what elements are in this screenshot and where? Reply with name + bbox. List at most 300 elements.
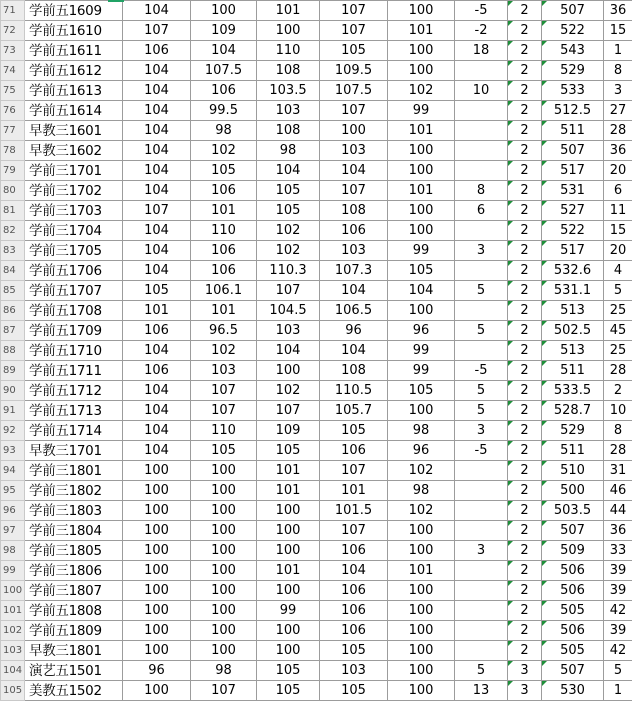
- row-header[interactable]: 82: [1, 221, 25, 241]
- rank-cell[interactable]: 1: [604, 681, 632, 701]
- bonus-cell[interactable]: 5: [455, 281, 508, 301]
- total-cell[interactable]: 502.5: [542, 321, 604, 341]
- rank-cell[interactable]: 28: [604, 121, 632, 141]
- bonus-cell[interactable]: [455, 141, 508, 161]
- score-2-cell[interactable]: 98: [191, 121, 257, 141]
- score-2-cell[interactable]: 100: [191, 1, 257, 21]
- row-header[interactable]: 76: [1, 101, 25, 121]
- bonus-cell[interactable]: [455, 61, 508, 81]
- score-1-cell[interactable]: 105: [123, 281, 191, 301]
- bonus-cell[interactable]: 3: [455, 241, 508, 261]
- score-4-cell[interactable]: 107: [320, 1, 388, 21]
- row-header[interactable]: 72: [1, 21, 25, 41]
- class-name-cell[interactable]: 学前五1611: [25, 41, 123, 61]
- level-cell[interactable]: 2: [508, 521, 542, 541]
- bonus-cell[interactable]: [455, 301, 508, 321]
- row-header[interactable]: 105: [1, 681, 25, 701]
- class-name-cell[interactable]: 学前五1714: [25, 421, 123, 441]
- score-3-cell[interactable]: 105: [257, 181, 320, 201]
- rank-cell[interactable]: 46: [604, 481, 632, 501]
- bonus-cell[interactable]: [455, 101, 508, 121]
- score-4-cell[interactable]: 110.5: [320, 381, 388, 401]
- score-2-cell[interactable]: 105: [191, 441, 257, 461]
- score-3-cell[interactable]: 100: [257, 581, 320, 601]
- level-cell[interactable]: 2: [508, 541, 542, 561]
- total-cell[interactable]: 507: [542, 1, 604, 21]
- score-2-cell[interactable]: 107: [191, 681, 257, 701]
- score-5-cell[interactable]: 100: [388, 141, 455, 161]
- total-cell[interactable]: 512.5: [542, 101, 604, 121]
- rank-cell[interactable]: 20: [604, 241, 632, 261]
- class-name-cell[interactable]: 学前五1708: [25, 301, 123, 321]
- score-5-cell[interactable]: 101: [388, 121, 455, 141]
- bonus-cell[interactable]: 5: [455, 401, 508, 421]
- total-cell[interactable]: 511: [542, 121, 604, 141]
- row-header[interactable]: 101: [1, 601, 25, 621]
- score-5-cell[interactable]: 104: [388, 281, 455, 301]
- total-cell[interactable]: 533.5: [542, 381, 604, 401]
- score-4-cell[interactable]: 103: [320, 661, 388, 681]
- level-cell[interactable]: 3: [508, 681, 542, 701]
- level-cell[interactable]: 2: [508, 641, 542, 661]
- class-name-cell[interactable]: 早教三1602: [25, 141, 123, 161]
- rank-cell[interactable]: 5: [604, 661, 632, 681]
- score-1-cell[interactable]: 104: [123, 81, 191, 101]
- score-1-cell[interactable]: 104: [123, 121, 191, 141]
- score-1-cell[interactable]: 104: [123, 221, 191, 241]
- level-cell[interactable]: 2: [508, 201, 542, 221]
- score-5-cell[interactable]: 100: [388, 221, 455, 241]
- score-2-cell[interactable]: 100: [191, 581, 257, 601]
- bonus-cell[interactable]: [455, 621, 508, 641]
- class-name-cell[interactable]: 演艺五1501: [25, 661, 123, 681]
- row-header[interactable]: 97: [1, 521, 25, 541]
- score-1-cell[interactable]: 107: [123, 21, 191, 41]
- row-header[interactable]: 89: [1, 361, 25, 381]
- bonus-cell[interactable]: 6: [455, 201, 508, 221]
- score-3-cell[interactable]: 109: [257, 421, 320, 441]
- level-cell[interactable]: 2: [508, 561, 542, 581]
- score-2-cell[interactable]: 103: [191, 361, 257, 381]
- class-name-cell[interactable]: 学前三1807: [25, 581, 123, 601]
- score-5-cell[interactable]: 102: [388, 461, 455, 481]
- row-header[interactable]: 85: [1, 281, 25, 301]
- row-header[interactable]: 86: [1, 301, 25, 321]
- score-4-cell[interactable]: 105: [320, 681, 388, 701]
- bonus-cell[interactable]: -5: [455, 1, 508, 21]
- score-5-cell[interactable]: 105: [388, 381, 455, 401]
- level-cell[interactable]: 2: [508, 441, 542, 461]
- score-1-cell[interactable]: 104: [123, 181, 191, 201]
- total-cell[interactable]: 532.6: [542, 261, 604, 281]
- bonus-cell[interactable]: -2: [455, 21, 508, 41]
- rank-cell[interactable]: 25: [604, 301, 632, 321]
- row-header[interactable]: 99: [1, 561, 25, 581]
- score-4-cell[interactable]: 106: [320, 221, 388, 241]
- score-2-cell[interactable]: 100: [191, 621, 257, 641]
- score-3-cell[interactable]: 108: [257, 61, 320, 81]
- rank-cell[interactable]: 42: [604, 641, 632, 661]
- class-name-cell[interactable]: 学前三1801: [25, 461, 123, 481]
- score-4-cell[interactable]: 101: [320, 481, 388, 501]
- row-header[interactable]: 103: [1, 641, 25, 661]
- score-5-cell[interactable]: 100: [388, 661, 455, 681]
- score-3-cell[interactable]: 105: [257, 441, 320, 461]
- total-cell[interactable]: 503.5: [542, 501, 604, 521]
- score-1-cell[interactable]: 100: [123, 561, 191, 581]
- score-3-cell[interactable]: 98: [257, 141, 320, 161]
- score-2-cell[interactable]: 106: [191, 241, 257, 261]
- score-4-cell[interactable]: 105: [320, 421, 388, 441]
- rank-cell[interactable]: 44: [604, 501, 632, 521]
- total-cell[interactable]: 509: [542, 541, 604, 561]
- score-1-cell[interactable]: 104: [123, 401, 191, 421]
- score-1-cell[interactable]: 104: [123, 1, 191, 21]
- rank-cell[interactable]: 2: [604, 381, 632, 401]
- bonus-cell[interactable]: [455, 261, 508, 281]
- score-1-cell[interactable]: 104: [123, 381, 191, 401]
- level-cell[interactable]: 2: [508, 501, 542, 521]
- total-cell[interactable]: 511: [542, 441, 604, 461]
- bonus-cell[interactable]: 5: [455, 381, 508, 401]
- rank-cell[interactable]: 36: [604, 521, 632, 541]
- score-3-cell[interactable]: 100: [257, 541, 320, 561]
- total-cell[interactable]: 530: [542, 681, 604, 701]
- bonus-cell[interactable]: [455, 481, 508, 501]
- score-2-cell[interactable]: 106: [191, 261, 257, 281]
- score-3-cell[interactable]: 100: [257, 501, 320, 521]
- bonus-cell[interactable]: [455, 581, 508, 601]
- class-name-cell[interactable]: 早教三1601: [25, 121, 123, 141]
- level-cell[interactable]: 2: [508, 61, 542, 81]
- rank-cell[interactable]: 8: [604, 421, 632, 441]
- score-1-cell[interactable]: 104: [123, 421, 191, 441]
- score-3-cell[interactable]: 100: [257, 21, 320, 41]
- row-header[interactable]: 98: [1, 541, 25, 561]
- score-3-cell[interactable]: 103: [257, 101, 320, 121]
- rank-cell[interactable]: 39: [604, 561, 632, 581]
- class-name-cell[interactable]: 学前三1704: [25, 221, 123, 241]
- score-1-cell[interactable]: 100: [123, 681, 191, 701]
- score-5-cell[interactable]: 101: [388, 181, 455, 201]
- total-cell[interactable]: 529: [542, 421, 604, 441]
- total-cell[interactable]: 505: [542, 641, 604, 661]
- bonus-cell[interactable]: [455, 121, 508, 141]
- score-3-cell[interactable]: 102: [257, 221, 320, 241]
- class-name-cell[interactable]: 学前五1614: [25, 101, 123, 121]
- score-1-cell[interactable]: 104: [123, 61, 191, 81]
- score-1-cell[interactable]: 100: [123, 501, 191, 521]
- level-cell[interactable]: 2: [508, 321, 542, 341]
- level-cell[interactable]: 2: [508, 21, 542, 41]
- rank-cell[interactable]: 1: [604, 41, 632, 61]
- rank-cell[interactable]: 10: [604, 401, 632, 421]
- score-2-cell[interactable]: 100: [191, 481, 257, 501]
- total-cell[interactable]: 506: [542, 621, 604, 641]
- score-5-cell[interactable]: 100: [388, 601, 455, 621]
- level-cell[interactable]: 2: [508, 221, 542, 241]
- class-name-cell[interactable]: 学前三1701: [25, 161, 123, 181]
- score-1-cell[interactable]: 104: [123, 161, 191, 181]
- score-3-cell[interactable]: 102: [257, 241, 320, 261]
- row-header[interactable]: 94: [1, 461, 25, 481]
- row-header[interactable]: 90: [1, 381, 25, 401]
- score-5-cell[interactable]: 100: [388, 61, 455, 81]
- row-header[interactable]: 104: [1, 661, 25, 681]
- total-cell[interactable]: 522: [542, 221, 604, 241]
- score-1-cell[interactable]: 106: [123, 361, 191, 381]
- score-2-cell[interactable]: 96.5: [191, 321, 257, 341]
- level-cell[interactable]: 2: [508, 401, 542, 421]
- bonus-cell[interactable]: [455, 501, 508, 521]
- score-3-cell[interactable]: 104: [257, 341, 320, 361]
- bonus-cell[interactable]: [455, 341, 508, 361]
- score-2-cell[interactable]: 100: [191, 541, 257, 561]
- score-3-cell[interactable]: 100: [257, 521, 320, 541]
- score-1-cell[interactable]: 100: [123, 621, 191, 641]
- score-4-cell[interactable]: 106: [320, 441, 388, 461]
- score-4-cell[interactable]: 109.5: [320, 61, 388, 81]
- class-name-cell[interactable]: 学前五1809: [25, 621, 123, 641]
- bonus-cell[interactable]: -5: [455, 441, 508, 461]
- row-header[interactable]: 77: [1, 121, 25, 141]
- level-cell[interactable]: 2: [508, 1, 542, 21]
- bonus-cell[interactable]: 3: [455, 541, 508, 561]
- score-2-cell[interactable]: 98: [191, 661, 257, 681]
- bonus-cell[interactable]: 18: [455, 41, 508, 61]
- score-3-cell[interactable]: 100: [257, 361, 320, 381]
- score-5-cell[interactable]: 100: [388, 201, 455, 221]
- score-5-cell[interactable]: 100: [388, 301, 455, 321]
- score-2-cell[interactable]: 106: [191, 181, 257, 201]
- class-name-cell[interactable]: 学前五1709: [25, 321, 123, 341]
- class-name-cell[interactable]: 学前五1712: [25, 381, 123, 401]
- score-3-cell[interactable]: 99: [257, 601, 320, 621]
- level-cell[interactable]: 2: [508, 241, 542, 261]
- total-cell[interactable]: 510: [542, 461, 604, 481]
- row-header[interactable]: 93: [1, 441, 25, 461]
- total-cell[interactable]: 511: [542, 361, 604, 381]
- level-cell[interactable]: 2: [508, 161, 542, 181]
- class-name-cell[interactable]: 美教五1502: [25, 681, 123, 701]
- total-cell[interactable]: 529: [542, 61, 604, 81]
- level-cell[interactable]: 2: [508, 181, 542, 201]
- total-cell[interactable]: 500: [542, 481, 604, 501]
- level-cell[interactable]: 2: [508, 341, 542, 361]
- rank-cell[interactable]: 27: [604, 101, 632, 121]
- level-cell[interactable]: 2: [508, 81, 542, 101]
- score-5-cell[interactable]: 100: [388, 41, 455, 61]
- bonus-cell[interactable]: [455, 521, 508, 541]
- class-name-cell[interactable]: 学前三1703: [25, 201, 123, 221]
- score-3-cell[interactable]: 107: [257, 401, 320, 421]
- rank-cell[interactable]: 3: [604, 81, 632, 101]
- row-header[interactable]: 83: [1, 241, 25, 261]
- row-header[interactable]: 81: [1, 201, 25, 221]
- row-header[interactable]: 79: [1, 161, 25, 181]
- score-3-cell[interactable]: 101: [257, 561, 320, 581]
- class-name-cell[interactable]: 学前三1702: [25, 181, 123, 201]
- score-1-cell[interactable]: 104: [123, 241, 191, 261]
- score-4-cell[interactable]: 107: [320, 101, 388, 121]
- level-cell[interactable]: 2: [508, 281, 542, 301]
- class-name-cell[interactable]: 学前五1613: [25, 81, 123, 101]
- score-5-cell[interactable]: 99: [388, 101, 455, 121]
- score-5-cell[interactable]: 101: [388, 21, 455, 41]
- rank-cell[interactable]: 28: [604, 361, 632, 381]
- score-4-cell[interactable]: 106: [320, 581, 388, 601]
- row-header[interactable]: 74: [1, 61, 25, 81]
- score-3-cell[interactable]: 105: [257, 201, 320, 221]
- score-1-cell[interactable]: 96: [123, 661, 191, 681]
- score-2-cell[interactable]: 100: [191, 461, 257, 481]
- score-4-cell[interactable]: 106.5: [320, 301, 388, 321]
- row-header[interactable]: 95: [1, 481, 25, 501]
- class-name-cell[interactable]: 学前五1610: [25, 21, 123, 41]
- level-cell[interactable]: 2: [508, 581, 542, 601]
- score-1-cell[interactable]: 100: [123, 481, 191, 501]
- score-4-cell[interactable]: 96: [320, 321, 388, 341]
- rank-cell[interactable]: 36: [604, 1, 632, 21]
- class-name-cell[interactable]: 学前五1808: [25, 601, 123, 621]
- row-header[interactable]: 92: [1, 421, 25, 441]
- score-1-cell[interactable]: 100: [123, 461, 191, 481]
- row-header[interactable]: 84: [1, 261, 25, 281]
- bonus-cell[interactable]: 5: [455, 661, 508, 681]
- rank-cell[interactable]: 31: [604, 461, 632, 481]
- level-cell[interactable]: 2: [508, 101, 542, 121]
- score-5-cell[interactable]: 100: [388, 621, 455, 641]
- total-cell[interactable]: 507: [542, 521, 604, 541]
- level-cell[interactable]: 2: [508, 601, 542, 621]
- bonus-cell[interactable]: 8: [455, 181, 508, 201]
- rank-cell[interactable]: 6: [604, 181, 632, 201]
- rank-cell[interactable]: 11: [604, 201, 632, 221]
- row-header[interactable]: 100: [1, 581, 25, 601]
- score-4-cell[interactable]: 106: [320, 601, 388, 621]
- class-name-cell[interactable]: 学前五1609: [25, 1, 123, 21]
- score-2-cell[interactable]: 106.1: [191, 281, 257, 301]
- score-3-cell[interactable]: 105: [257, 661, 320, 681]
- level-cell[interactable]: 2: [508, 461, 542, 481]
- score-4-cell[interactable]: 104: [320, 281, 388, 301]
- score-5-cell[interactable]: 98: [388, 481, 455, 501]
- score-4-cell[interactable]: 105.7: [320, 401, 388, 421]
- total-cell[interactable]: 505: [542, 601, 604, 621]
- level-cell[interactable]: 2: [508, 621, 542, 641]
- score-2-cell[interactable]: 100: [191, 601, 257, 621]
- total-cell[interactable]: 528.7: [542, 401, 604, 421]
- score-3-cell[interactable]: 110.3: [257, 261, 320, 281]
- row-header[interactable]: 102: [1, 621, 25, 641]
- score-1-cell[interactable]: 100: [123, 601, 191, 621]
- bonus-cell[interactable]: [455, 221, 508, 241]
- score-2-cell[interactable]: 104: [191, 41, 257, 61]
- rank-cell[interactable]: 36: [604, 141, 632, 161]
- row-header[interactable]: 80: [1, 181, 25, 201]
- score-1-cell[interactable]: 101: [123, 301, 191, 321]
- score-5-cell[interactable]: 99: [388, 361, 455, 381]
- score-2-cell[interactable]: 99.5: [191, 101, 257, 121]
- score-3-cell[interactable]: 103: [257, 321, 320, 341]
- bonus-cell[interactable]: 10: [455, 81, 508, 101]
- score-2-cell[interactable]: 100: [191, 641, 257, 661]
- score-5-cell[interactable]: 96: [388, 441, 455, 461]
- bonus-cell[interactable]: 3: [455, 421, 508, 441]
- score-4-cell[interactable]: 106: [320, 621, 388, 641]
- bonus-cell[interactable]: -5: [455, 361, 508, 381]
- score-5-cell[interactable]: 98: [388, 421, 455, 441]
- score-1-cell[interactable]: 107: [123, 201, 191, 221]
- score-3-cell[interactable]: 103.5: [257, 81, 320, 101]
- bonus-cell[interactable]: 13: [455, 681, 508, 701]
- total-cell[interactable]: 531.1: [542, 281, 604, 301]
- score-2-cell[interactable]: 105: [191, 161, 257, 181]
- bonus-cell[interactable]: [455, 641, 508, 661]
- score-3-cell[interactable]: 110: [257, 41, 320, 61]
- row-header[interactable]: 78: [1, 141, 25, 161]
- score-4-cell[interactable]: 103: [320, 241, 388, 261]
- score-5-cell[interactable]: 99: [388, 241, 455, 261]
- class-name-cell[interactable]: 学前三1802: [25, 481, 123, 501]
- total-cell[interactable]: 531: [542, 181, 604, 201]
- score-2-cell[interactable]: 100: [191, 521, 257, 541]
- score-2-cell[interactable]: 106: [191, 81, 257, 101]
- score-3-cell[interactable]: 102: [257, 381, 320, 401]
- total-cell[interactable]: 506: [542, 561, 604, 581]
- score-5-cell[interactable]: 100: [388, 401, 455, 421]
- score-4-cell[interactable]: 107.5: [320, 81, 388, 101]
- score-1-cell[interactable]: 100: [123, 541, 191, 561]
- score-1-cell[interactable]: 106: [123, 321, 191, 341]
- row-header[interactable]: 91: [1, 401, 25, 421]
- level-cell[interactable]: 2: [508, 141, 542, 161]
- bonus-cell[interactable]: [455, 561, 508, 581]
- level-cell[interactable]: 2: [508, 381, 542, 401]
- level-cell[interactable]: 2: [508, 361, 542, 381]
- score-5-cell[interactable]: 100: [388, 1, 455, 21]
- rank-cell[interactable]: 33: [604, 541, 632, 561]
- class-name-cell[interactable]: 学前五1612: [25, 61, 123, 81]
- score-3-cell[interactable]: 105: [257, 681, 320, 701]
- score-4-cell[interactable]: 107.3: [320, 261, 388, 281]
- score-1-cell[interactable]: 104: [123, 261, 191, 281]
- class-name-cell[interactable]: 学前三1705: [25, 241, 123, 261]
- score-4-cell[interactable]: 105: [320, 641, 388, 661]
- score-5-cell[interactable]: 101: [388, 561, 455, 581]
- score-4-cell[interactable]: 104: [320, 341, 388, 361]
- score-3-cell[interactable]: 101: [257, 461, 320, 481]
- class-name-cell[interactable]: 学前三1804: [25, 521, 123, 541]
- score-4-cell[interactable]: 107: [320, 181, 388, 201]
- total-cell[interactable]: 513: [542, 301, 604, 321]
- score-4-cell[interactable]: 104: [320, 161, 388, 181]
- class-name-cell[interactable]: 学前三1803: [25, 501, 123, 521]
- score-5-cell[interactable]: 100: [388, 541, 455, 561]
- score-2-cell[interactable]: 107: [191, 381, 257, 401]
- rank-cell[interactable]: 25: [604, 341, 632, 361]
- score-3-cell[interactable]: 100: [257, 621, 320, 641]
- score-5-cell[interactable]: 100: [388, 521, 455, 541]
- class-name-cell[interactable]: 早教三1701: [25, 441, 123, 461]
- score-5-cell[interactable]: 96: [388, 321, 455, 341]
- score-2-cell[interactable]: 107: [191, 401, 257, 421]
- class-name-cell[interactable]: 学前五1707: [25, 281, 123, 301]
- row-header[interactable]: 87: [1, 321, 25, 341]
- total-cell[interactable]: 522: [542, 21, 604, 41]
- score-1-cell[interactable]: 100: [123, 581, 191, 601]
- bonus-cell[interactable]: [455, 161, 508, 181]
